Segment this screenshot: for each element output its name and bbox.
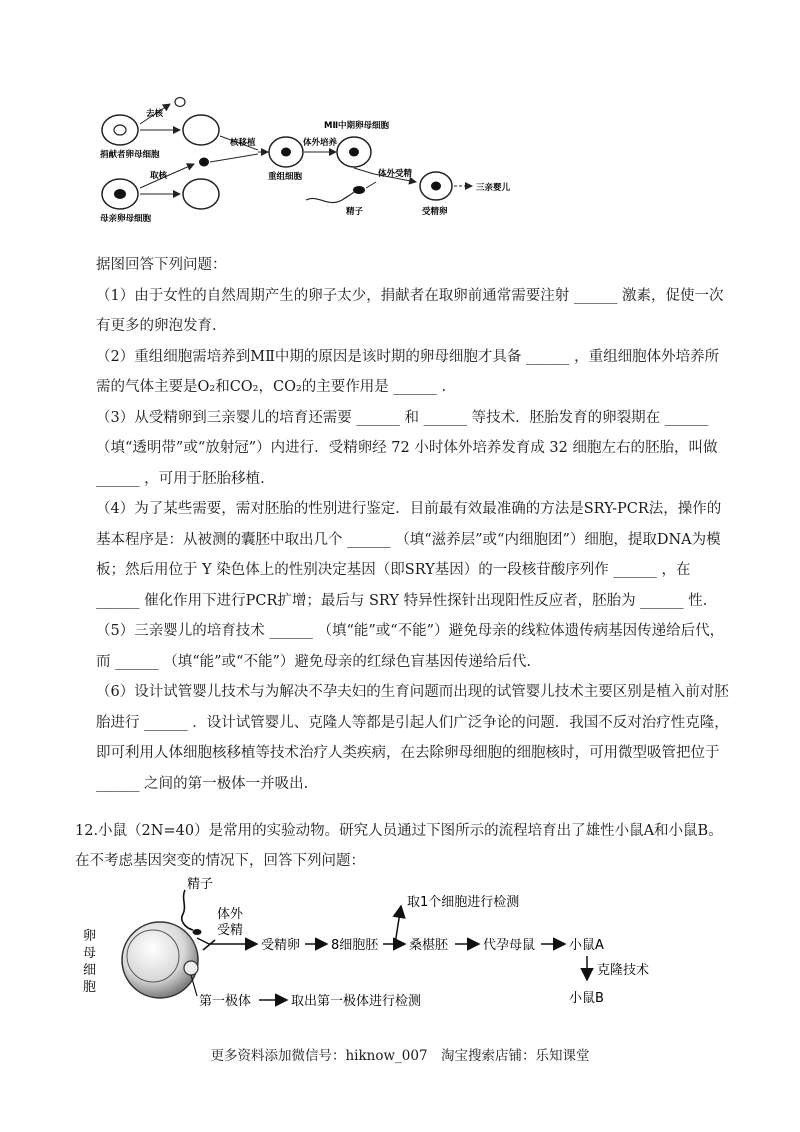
label-fertilize: 受精 bbox=[217, 923, 244, 938]
question-11-part-4: （4）为了某些需要，需对胚胎的性别进行鉴定．目前最有效最准确的方法是SRY-PCR法，操作的基本程序是：从被测的囊胚中取出几个 ______ （填“滋养层”或“内细胞团”）细胞，提取DNA为模板；然后用位于 Y 染色体上的性别决定基因（即SRY基因）的一段核苷酸序列作 ______ ，在 ______ 催化作用下进行PCR扩增；最后与 SRY 特异性探针出现阳性反应者，胚胎为 ______ 性. bbox=[96, 501, 722, 609]
question-12-text bbox=[75, 816, 735, 876]
label-egg-1: 卵 bbox=[83, 929, 97, 944]
mii-egg-cell bbox=[337, 137, 371, 167]
page-footer: 更多资料添加微信号：hiknow_007 淘宝搜索店铺：乐知课堂 bbox=[210, 1048, 590, 1064]
question-11-part-2: （2）重组细胞需培养到MⅡ中期的原因是该时期的卵母细胞才具备 ______ ，重组细胞体外培养所需的气体主要是O₂和CO₂，CO₂的主要作用是 ______ . bbox=[96, 348, 720, 395]
removed-nucleus bbox=[175, 98, 185, 107]
label-reconstructed-cell: 重组细胞 bbox=[268, 172, 303, 182]
label-take-polar-body: 取出第一极体进行检测 bbox=[291, 994, 422, 1009]
question-11-part-1: （1）由于女性的自然周期产生的卵子太少，捐献者在取卵前通常需要注射 ______ 激素，促使一次有更多的卵泡发育. bbox=[96, 287, 724, 334]
label-surrogate: 代孕母鼠 bbox=[483, 938, 536, 953]
label-mouse-a: 小鼠A bbox=[569, 938, 604, 953]
question-11-part-3: （3）从受精卵到三亲婴儿的培育还需要 ______ 和 ______ 等技术．胚胎发育的卵裂期在 ______ （填“透明带”或“放射冠”）内进行．受精卵经 72 小时体外培养发育成 32 细胞左右的胚胎，叫做 ______ ，可用于胚胎移植. bbox=[96, 409, 718, 487]
question-11-text bbox=[96, 250, 732, 799]
label-egg-3: 细 bbox=[83, 963, 97, 978]
fertilized-egg-cell bbox=[420, 172, 452, 200]
reconstructed-cell bbox=[269, 137, 303, 167]
question-12-stem: 12.小鼠（2N=40）是常用的实验动物。研究人员通过下图所示的流程培育出了雄性小鼠A和小鼠B。在不考虑基因突变的情况下，回答下列问题： bbox=[75, 823, 723, 869]
mother-egg-cell bbox=[102, 179, 138, 209]
label-sperm-2: 精子 bbox=[187, 877, 214, 892]
label-in-vitro: 体外 bbox=[217, 907, 244, 922]
label-take-nucleus: 取核 bbox=[150, 171, 168, 181]
label-donor-egg: 捐献者卵母细胞 bbox=[100, 150, 160, 160]
label-cloning: 克隆技术 bbox=[597, 963, 650, 978]
question-11-part-6: （6）设计试管婴儿技术与为解决不孕夫妇的生育问题而出现的试管婴儿技术主要区别是植入前对胚胎进行 ______ ．设计试管婴儿、克隆人等都是引起人们广泛争论的问题．我国不反对治疗性克隆，即可利用人体细胞核移植等技术治疗人类疾病，在去除卵母细胞的细胞核时，可用微型吸管把位于 ______ 之间的第一极体一并吸出. bbox=[96, 684, 729, 792]
label-nuclear-transfer: 核移植 bbox=[230, 138, 256, 148]
enucleated-mother-cell bbox=[183, 179, 219, 209]
label-egg-4: 胞 bbox=[83, 980, 97, 995]
label-fertilized-egg: 受精卵 bbox=[422, 207, 448, 217]
label-egg-2: 母 bbox=[83, 946, 97, 961]
question-11-intro: 据图回答下列问题： bbox=[96, 257, 227, 273]
label-mother-egg: 母亲卵母细胞 bbox=[100, 214, 152, 224]
label-remove-nucleus: 去核 bbox=[146, 109, 164, 119]
taken-nucleus bbox=[199, 158, 209, 167]
egg-cell-image bbox=[122, 922, 198, 998]
label-mouse-b: 小鼠B bbox=[569, 991, 604, 1006]
label-zygote: 受精卵 bbox=[261, 938, 301, 953]
enucleated-donor-cell bbox=[183, 115, 219, 145]
label-three-parent-baby: 三亲婴儿 bbox=[476, 183, 511, 193]
label-ivf: 体外受精 bbox=[378, 169, 413, 179]
label-in-vitro-culture: 体外培养 bbox=[303, 138, 338, 148]
question-11-part-5: （5）三亲婴儿的培育技术 ______ （填“能”或“不能”）避免母亲的线粒体遗传病基因传递给后代，而 ______ （填“能”或“不能”）避免母亲的红绿色盲基因传递给后代. bbox=[96, 623, 725, 670]
label-polar-body: 第一极体 bbox=[199, 994, 252, 1009]
sperm-image bbox=[182, 890, 202, 935]
donor-egg-cell bbox=[102, 115, 138, 145]
label-morula: 桑椹胚 bbox=[409, 938, 449, 953]
three-parent-baby-diagram bbox=[96, 90, 526, 230]
sperm-cell bbox=[306, 186, 365, 203]
label-mii-egg: MⅡ中期卵母细胞 bbox=[324, 121, 390, 131]
mouse-breeding-diagram bbox=[75, 868, 675, 1018]
label-take-one-cell: 取1个细胞进行检测 bbox=[407, 895, 520, 910]
label-eight-cell: 8细胞胚 bbox=[331, 938, 379, 953]
label-sperm: 精子 bbox=[346, 207, 364, 217]
